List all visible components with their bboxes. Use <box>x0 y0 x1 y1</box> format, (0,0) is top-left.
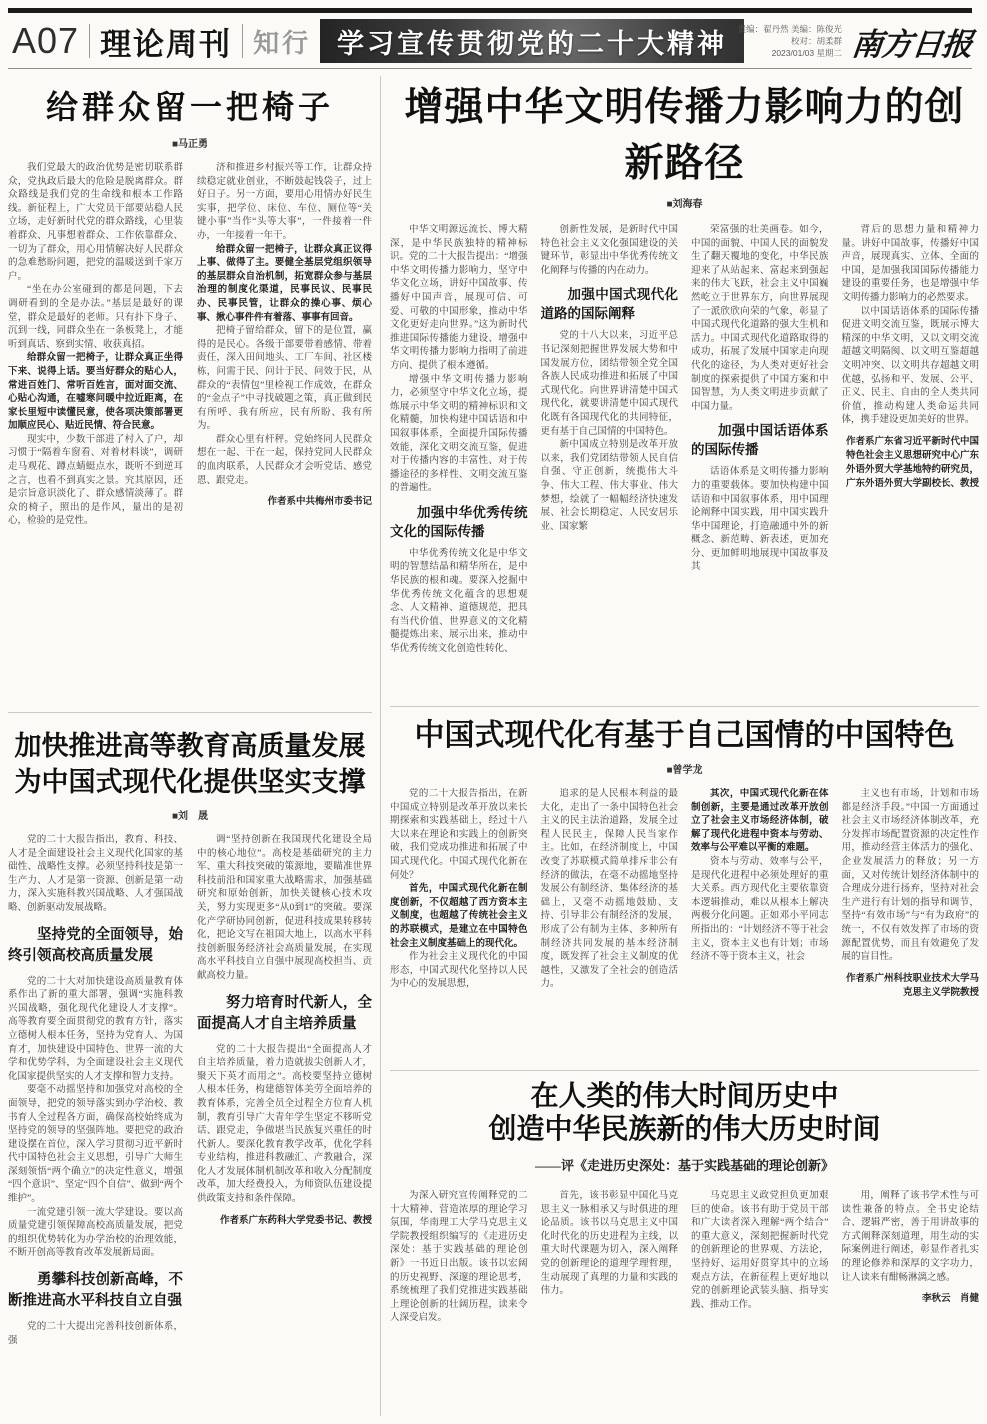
paragraph: 荣富强的壮美画卷。如今，中国的面貌、中国人民的面貌发生了翻天覆地的变化，中华民族迎来了从站起来、富起来到强起来的伟大飞跃，社会主义中国巍然屹立于世界东方，向世界展现了一派欣欣向荣的气象，彰显了中国式现代化道路的强大生机和活力。中国式现代化道路取得的成功，拓展了发展中国家走向现代化的途径，为人类对更好社会制度的探索提供了中国方案和中国智慧，为人类文明进步贡献了中国力量。 <box>691 225 829 412</box>
text-column <box>541 788 679 1076</box>
headline-line: 为中国式现代化提供坚实支撑 <box>14 767 366 797</box>
paragraph: 把椅子留给群众，留下的是位置，赢得的是民心。各级干部要带着感情、带着责任，深入田间地头、工厂车间、社区楼栋，问需于民、问计于民、问效于民，从群众的“表情包”里检视工作成效，在群众的“金点子”中寻找破题之策，真正做到民有所呼、我有所应，民有所盼、我有所为。 <box>197 326 372 432</box>
paragraph: 主义也有市场，计划和市场都是经济手段。”中国一方面通过社会主义市场经济体制改革，充分发挥市场配置资源的决定性作用，推动经营主体活力的强化、企业发展活力的释放；另一方面，又对传统计划经济体制中的合理成分进行扬弃，坚持对社会生产进行有计划的指导和调节，坚持“有效市场”与“有为政府”的统一，不仅有效发挥了市场的资源配置优势，而且有效避免了发展的盲目性。 <box>841 789 979 963</box>
paragraph: 我们党最大的政治优势是密切联系群众，党执政后最大的危险是脱离群众。群众路线是我们党的生命线和根本工作路线。新征程上，广大党员干部要站稳人民立场，走好新时代党的群众路线，心里装着群众、凡事想着群众、工作依靠群众、一切为了群众，用心用情解决好人民群众的急难愁盼问题，把党的温暖送到千家万户。 <box>8 163 183 282</box>
text-column <box>197 834 372 1422</box>
subheading: 加强中国式现代化道路的国际阐释 <box>540 287 678 322</box>
text-column <box>691 224 829 770</box>
paragraph: 中华文明源远流长、博大精深，是中华民族独特的精神标识。党的二十大报告提出：“增强中华文明传播力影响力，坚守中华文化立场，讲好中国故事、传播好中国声音，展现可信、可爱、可敬的中国形象，推动中华文化更好走向世界。”这为新时代推进国际传播能力建设、增强中华文明传播力影响力指明了前进方向、提供了根本遵循。 <box>390 225 528 371</box>
section-title: 理论周刊 <box>100 26 233 62</box>
article-chair <box>8 78 372 700</box>
text-column <box>197 162 372 700</box>
paragraph: 群众心里有杆秤。党始终同人民群众想在一起、干在一起，保持党同人民群众的血肉联系，人民群众才会听党话、感党恩、跟党走。 <box>197 434 372 486</box>
author-attribution: 作者系广东药科大学党委书记、教授 <box>219 1215 372 1226</box>
article-review <box>390 1078 979 1422</box>
paragraph: 作为社会主义现代化的中国形态，中国式现代化坚持以人民为中心的发展思想， <box>390 952 528 990</box>
article-civilization <box>390 76 979 770</box>
text-column <box>390 1190 528 1422</box>
subheading: 加强中国话语体系的国际传播 <box>691 423 829 458</box>
paragraph: 资本与劳动、效率与公平，是现代化进程中必须处理好的重大关系。西方现代化主要依靠资本逻辑推动，难以从根本上解决两极分化问题。正如邓小平同志所指出的：“计划经济不等于社会主义，资本主义也有计划；市场经济不等于资本主义，社会 <box>691 856 829 963</box>
divider <box>242 24 243 58</box>
article-byline: ■刘 晟 <box>171 811 209 822</box>
bold-paragraph: 给群众留一把椅子，让群众真正议得上事、做得了主。要健全基层党组织领导的基层群众自治机制，拓宽群众参与基层治理的制度化渠道，民事民议、民事民办、民事民管，让群众的操心事、烦心事、揪心事件件有着落、事事有回音。 <box>197 244 372 323</box>
credits-line: 责编：翟丹然 美编：陈俊光 <box>737 24 842 34</box>
paragraph: 党的二十大提出完善科技创新体系，强 <box>8 1322 183 1346</box>
paragraph: 调“坚持创新在我国现代化建设全局中的核心地位”。高校是基础研究的主力军、重大科技突破的策源地，要瞄准世界科技前沿和国家重大战略需求，加强基础研究和原始创新，加快关键核心技术攻关，努力实现更多“从0到1”的突破。要深化产学研协同创新，促进科技成果转移转化，把论文写在祖国大地上，以高水平科技创新服务经济社会高质量发展，在实现高水平科技自立自强中展现高校担当、贡献高校力量。 <box>197 835 372 981</box>
top-rule <box>8 8 972 13</box>
headline-line: 创造中华民族新的伟大历史时间 <box>488 1114 881 1145</box>
article-education <box>8 720 372 1422</box>
paragraph: 一流党建引领一流大学建设。要以高质量党建引领保障高校高质量发展，把党的组织优势转化为办学治校的治理效能，不断开创高等教育改革发展新局面。 <box>8 1207 183 1259</box>
bold-paragraph: 首先，中国式现代化新在制度创新，不仅超越了西方资本主义制度，也超越了传统社会主义的苏联模式，是建立在中国特色社会主义制度基础上的现代化。 <box>390 884 528 949</box>
text-column <box>691 1190 829 1422</box>
paragraph: 创新性发展，是新时代中国特色社会主义文化强国建设的关键环节，彰显出中华优秀传统文化阐释与传播的内在动力。 <box>540 225 678 276</box>
editor-credits <box>738 23 842 59</box>
divider <box>89 24 90 58</box>
author-attribution: 作者系中共梅州市委书记 <box>267 497 372 508</box>
article-byline: ■马正勇 <box>171 139 209 150</box>
article-modernization <box>390 710 979 1076</box>
newspaper-logo: 南方日报 <box>849 27 974 62</box>
paragraph: 用，阐释了该书学术性与可读性兼备的特点。全书史论结合、逻辑严密，善于用讲故事的方式阐释深刻道理，用生动的实际案例进行阐述，彰显作者扎实的理论修养和深厚的文字功力，让人读来有酣畅淋漓之感。 <box>841 1191 979 1283</box>
text-column <box>541 1190 679 1422</box>
paragraph: 为深入研究宣传阐释党的二十大精神、营造浓厚的理论学习氛围，华南理工大学马克思主义学院教授组织编写的《走进历史深处：基于实践基础的理论创新》一书近日出版。该书以宏阔的历史视野、深邃的理论思考，系统梳理了我们党推进实践基础上理论创新的壮阔历程，读来令人深受启发。 <box>390 1191 528 1324</box>
paragraph: 要毫不动摇坚持和加强党对高校的全面领导，把党的领导落实到办学治校、教书育人全过程各方面，确保高校始终成为坚持党的领导的坚强阵地。要把党的政治建设摆在首位，深入学习贯彻习近平新时代中国特色社会主义思想，引导广大师生深刻领悟“两个确立”的决定性意义，增强“四个意识”、坚定“四个自信”、做到“两个维护”。 <box>8 1085 183 1205</box>
page-number: A07 <box>12 20 80 61</box>
paragraph: 中华优秀传统文化是中华文明的智慧结晶和精华所在，是中华民族的根和魂。要深入挖掘中华优秀传统文化蕴含的思想观念、人文精神、道德规范，把具有当代价值、世界意义的文化精髓提炼出来、展示出来，推动中华优秀传统文化创造性转化、 <box>390 548 528 655</box>
article-body <box>8 834 372 1422</box>
subheading: 努力培育时代新人，全面提高人才自主培养质量 <box>197 994 372 1032</box>
article-divider <box>8 712 372 713</box>
text-column <box>842 788 980 1076</box>
author-attribution: 作者系广州科技职业技术大学马克思主义学院教授 <box>845 973 979 998</box>
column-divider <box>380 76 381 1416</box>
masthead <box>8 17 972 65</box>
text-column <box>691 788 829 1076</box>
paragraph: 背后的思想力量和精神力量。讲好中国故事，传播好中国声音，展现真实、立体、全面的中国，是加强我国国际传播能力建设的重要任务，也是增强中华文明传播力影响力的必然要求。 <box>841 225 979 303</box>
masthead-rule <box>8 68 972 69</box>
text-column <box>842 1190 980 1422</box>
paragraph: 党的二十大报告指出，在新中国成立特别是改革开放以来长期探索和实践基础上，经过十八大以来在理论和实践上的创新突破，我们党成功推进和拓展了中国式现代化。中国式现代化新在何处？ <box>390 789 528 881</box>
text-column <box>842 224 980 770</box>
headline-line: 在人类的伟大时间历史中 <box>530 1081 839 1112</box>
text-column <box>390 788 528 1076</box>
text-column <box>541 224 679 770</box>
text-column <box>8 162 183 700</box>
article-body <box>390 788 979 1076</box>
paragraph: 济和推进乡村振兴等工作，让群众持续稳定就业创业，不断鼓起钱袋子，过上好日子。另一方面，要用心用情办好民生实事，把学位、床位、车位、厕位等“关键小事”当作“头等大事”，一件接着一件办，一年接着一年干。 <box>197 163 372 241</box>
paragraph: 首先，该书彰显中国化马克思主义一脉相承又与时俱进的理论品质。该书以马克思主义中国化时代化的历史进程为主线，以重大时代课题为切入，深入阐释党的创新理论的道理学理哲理，生动展现了真理的力量和实践的伟力。 <box>540 1191 678 1297</box>
subsection-title: 知行 <box>253 27 312 58</box>
paragraph: 党的二十大报告提出“全面提高人才自主培养质量，着力造就拔尖创新人才，聚天下英才而用之”。高校要坚持立德树人根本任务，构建德智体美劳全面培养的教育体系，完善全员全过程全方位育人机制，教育引导广大青年学生坚定不移听党话、跟党走，争做堪当民族复兴重任的时代新人。要深化教育教学改革，优化学科专业结构，推进科教融汇、产教融合，深化人才发展体制机制改革和收入分配制度改革，加大经费投入，为师资队伍建设提供政策支持和条件保障。 <box>197 1044 372 1205</box>
paragraph: 增强中华文明传播力影响力，必须坚守中华文化立场，提炼展示中华文明的精神标识和文化精髓，加快构建中国话语和中国叙事体系，全面提升国际传播效能，深化文明交流互鉴，促进对于传播内容的丰富性、对于传播途径的多样性、文明交流互鉴的普遍性。 <box>390 374 528 494</box>
article-headline <box>390 1080 979 1146</box>
text-column <box>390 224 528 770</box>
paragraph: 党的十八大以来，习近平总书记深刻把握世界发展大势和中国发展方位，团结带领全党全国各族人民成功推进和拓展了中国式现代化。向世界讲清楚中国式现代化，就要讲清楚中国式现代化既有各国现代化的共同特征，更有基于自己国情的中国特色。 <box>540 331 678 437</box>
paragraph: 马克思主义政党担负更加艰巨的使命。该书有助于党员干部和广大读者深入理解“两个结合”的重大意义，深刻把握新时代党的创新理论的世界观、方法论，坚持好、运用好贯穿其中的立场观点方法，在新征程上更好地以党的创新理论武装头脑、指导实践、推动工作。 <box>691 1191 829 1310</box>
author-attribution: 作者系广东省习近平新时代中国特色社会主义思想研究中心广东外语外贸大学基地特约研究员，广东外语外贸大学副校长、教授 <box>845 436 979 489</box>
paragraph: 新中国成立特别是改革开放以来，我们党团结带领人民自信自强、守正创新，统揽伟大斗争、伟大工程、伟大事业、伟大梦想，绘就了一幅幅经济快速发展、社会长期稳定、人民安居乐业、国家繁 <box>540 440 678 532</box>
article-headline: 中国式现代化有基于自己国情的中国特色 <box>414 719 955 752</box>
paragraph: 现实中，少数干部进了村入了户，却习惯于“隔着车窗看、对着材料谈”，调研走马观花、蹲点蜻蜓点水，既听不到逆耳之言，也看不到真实之景。究其原因，还是宗旨意识淡化了、群众感情淡薄了。群众的椅子，照出的是作风，量出的是初心，检验的是党性。 <box>8 434 183 527</box>
masthead-left <box>12 17 311 65</box>
date-line: 2023/01/03 星期二 <box>771 48 842 58</box>
article-byline: ■刘海春 <box>666 199 703 210</box>
paragraph: “坐在办公室碰到的都是问题，下去调研看到的全是办法。”基层是最好的课堂，群众是最好的老师。只有扑下身子、沉到一线，同群众坐在一条板凳上，才能听到真话、察到实情、收获真招。 <box>8 285 183 350</box>
headline-line: 加快推进高等教育高质量发展 <box>14 731 366 761</box>
article-body <box>390 224 979 770</box>
theme-banner: 学习宣传贯彻党的二十大精神 <box>320 19 744 63</box>
article-body <box>8 162 372 700</box>
subheading: 勇攀科技创新高峰，不断推进高水平科技自立自强 <box>8 1272 183 1310</box>
paragraph: 话语体系是文明传播力影响力的重要载体。要加快构建中国话语和中国叙事体系，用中国理论阐释中国实践，用中国实践升华中国理论，打造融通中外的新概念、新范畴、新表述，更加充分、更加鲜明地展现中国故事及其 <box>691 467 829 573</box>
article-headline: 增强中华文明传播力影响力的创新路径 <box>404 86 965 185</box>
text-column <box>8 834 183 1422</box>
author-attribution: 李秋云 肖健 <box>921 1294 979 1305</box>
subheading: 坚持党的全面领导，始终引领高校高质量发展 <box>8 926 183 964</box>
subheading: 加强中华优秀传统文化的国际传播 <box>390 504 528 539</box>
article-body <box>390 1190 979 1422</box>
paragraph: 党的二十大报告指出，教育、科技、人才是全面建设社会主义现代化国家的基础性、战略性支撑。必须坚持科技是第一生产力、人才是第一资源、创新是第一动力，深入实施科教兴国战略、人才强国战略、创新驱动发展战略。 <box>8 835 183 913</box>
bold-paragraph: 其次，中国式现代化新在体制创新，主要是通过改革开放创立了社会主义市场经济体制，破解了现代化进程中资本与劳动、效率与公平难以平衡的难题。 <box>691 789 829 854</box>
article-subtitle: ——评《走进历史深处：基于实践基础的理论创新》 <box>534 1158 834 1173</box>
paragraph: 追求的是人民根本利益的最大化，走出了一条中国特色社会主义的民主法治道路，发展全过程人民民主，保障人民当家作主。比如，在经济制度上，中国改变了苏联模式简单排斥非公有经济的做法，在毫不动摇地坚持发展公有制经济、集体经济的基础上，又毫不动摇地鼓励、支持、引导非公有制经济的发展，形成了公有制为主体、多种所有制经济共同发展的基本经济制度，既发挥了社会主义制度的优越性，又激发了全社会的创造活力。 <box>540 789 678 990</box>
bold-paragraph: 给群众留一把椅子，让群众真正坐得下来、说得上话。要当好群众的贴心人，常进百姓门、常听百姓言，面对面交流、心贴心沟通，在嘘寒问暖中拉近距离，在家长里短中读懂民意，使各项决策部署更加顺应民心、贴近民情、符合民意。 <box>8 353 183 432</box>
article-headline: 给群众留一把椅子 <box>45 89 334 125</box>
article-headline <box>8 728 372 800</box>
paragraph: 以中国话语体系的国际传播促进文明交流互鉴，既展示博大精深的中华文明，又以文明交流超越文明隔阂、以文明互鉴超越文明冲突、以文明共存超越文明优越，弘扬和平、发展、公平、正义、民主、自由的全人类共同价值，推动构建人类命运共同体，携手建设更加美好的世界。 <box>841 306 979 426</box>
paragraph: 党的二十大对加快建设高质量教育体系作出了新的重大部署，强调“实施科教兴国战略，强化现代化建设人才支撑”。高等教育要全面贯彻党的教育方针，落实立德树人根本任务，坚持为党育人、为国育才，加快建设中国特色、世界一流的大学和优势学科，为全面建设社会主义现代化国家提供坚实的人才支撑和智力支持。 <box>8 976 183 1082</box>
credits-line: 校对：胡柔群 <box>790 36 842 46</box>
article-byline: ■曾学龙 <box>666 765 703 776</box>
